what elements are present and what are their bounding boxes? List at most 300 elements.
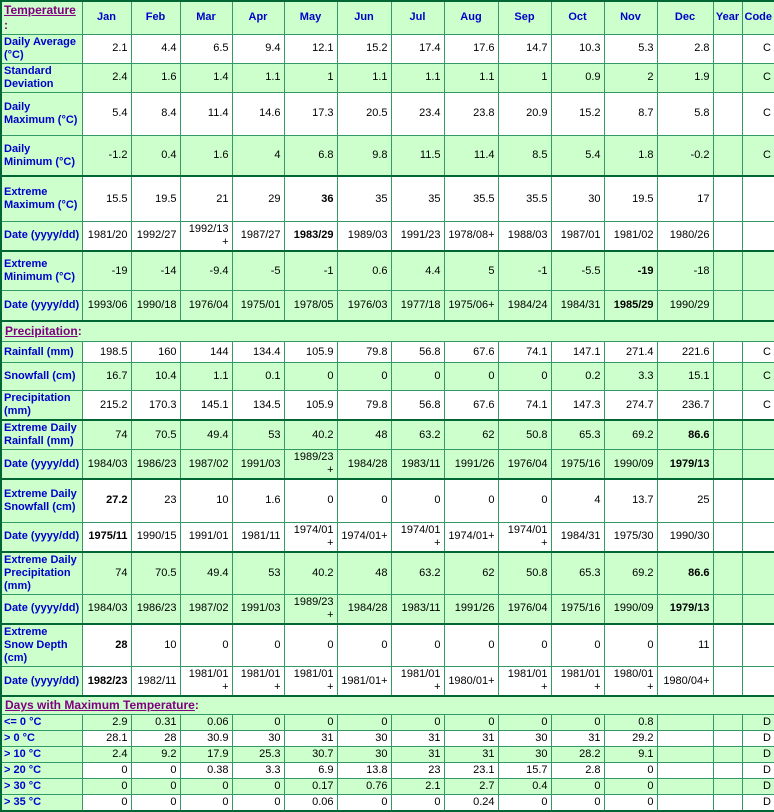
value-cell: 0 [180, 795, 232, 811]
value-cell: 14.7 [498, 34, 551, 63]
value-cell: -1.2 [82, 135, 131, 176]
year-cell [713, 63, 742, 92]
value-cell: 70.5 [131, 420, 180, 449]
table-row [1, 92, 774, 135]
year-cell [713, 291, 742, 321]
value-cell: 79.8 [337, 342, 391, 363]
value-cell: 29 [232, 176, 284, 221]
value-cell: 0 [337, 795, 391, 811]
value-cell: 1990/15 [131, 522, 180, 551]
year-cell [713, 176, 742, 221]
value-cell: 0 [604, 795, 657, 811]
value-cell: 65.3 [551, 420, 604, 449]
table-row [1, 595, 774, 624]
value-cell: 5.4 [82, 92, 131, 135]
value-cell: 50.8 [498, 420, 551, 449]
value-cell: 10.4 [131, 363, 180, 391]
value-cell: 1981/01+ [391, 667, 444, 696]
value-cell: 1974/01+ [391, 522, 444, 551]
value-cell: 28 [82, 624, 131, 667]
value-cell: -19 [604, 251, 657, 291]
temperature-section-link[interactable]: Temperature [4, 3, 76, 17]
table-row [1, 34, 774, 63]
value-cell: 2.1 [391, 779, 444, 795]
value-cell: 10 [180, 479, 232, 522]
value-cell: 67.6 [444, 391, 498, 420]
value-cell: 1989/23+ [284, 450, 337, 479]
value-cell: 2 [604, 63, 657, 92]
value-cell: 160 [131, 342, 180, 363]
value-cell: 28.1 [82, 731, 131, 747]
column-header-jun: Jun [337, 1, 391, 34]
value-cell: 2.4 [82, 63, 131, 92]
value-cell: 0 [604, 779, 657, 795]
value-cell: -1 [284, 251, 337, 291]
value-cell: 28 [131, 731, 180, 747]
value-cell [657, 795, 713, 811]
value-cell: 62 [444, 552, 498, 595]
row-label: > 30 °C [1, 779, 82, 795]
value-cell: 0 [391, 363, 444, 391]
value-cell: 86.6 [657, 552, 713, 595]
value-cell: 0.9 [551, 63, 604, 92]
code-cell: C [742, 63, 774, 92]
value-cell: 0 [82, 763, 131, 779]
value-cell: 40.2 [284, 552, 337, 595]
year-cell [713, 747, 742, 763]
value-cell: 236.7 [657, 391, 713, 420]
value-cell: 1975/11 [82, 522, 131, 551]
value-cell [657, 715, 713, 731]
value-cell: 0 [131, 779, 180, 795]
code-cell [742, 624, 774, 667]
value-cell: 15.2 [337, 34, 391, 63]
row-label: Rainfall (mm) [1, 342, 82, 363]
value-cell: 31 [391, 731, 444, 747]
value-cell: 10 [131, 624, 180, 667]
value-cell: 1992/27 [131, 221, 180, 250]
value-cell: 1981/11 [232, 522, 284, 551]
value-cell: 31 [551, 731, 604, 747]
value-cell: 23.4 [391, 92, 444, 135]
value-cell: 0 [284, 363, 337, 391]
value-cell: 1975/16 [551, 450, 604, 479]
value-cell: 0 [131, 763, 180, 779]
value-cell: 1983/29 [284, 221, 337, 250]
value-cell: 74.1 [498, 391, 551, 420]
value-cell: 8.7 [604, 92, 657, 135]
value-cell: 221.6 [657, 342, 713, 363]
value-cell: 8.4 [131, 92, 180, 135]
value-cell: 5.3 [604, 34, 657, 63]
row-label: Extreme Snow Depth (cm) [1, 624, 82, 667]
value-cell: 14.6 [232, 92, 284, 135]
value-cell: 1980/01+ [604, 667, 657, 696]
value-cell: 1981/02 [604, 221, 657, 250]
value-cell: 1984/03 [82, 450, 131, 479]
column-header-year: Year [713, 1, 742, 34]
value-cell: 49.4 [180, 420, 232, 449]
column-header-aug: Aug [444, 1, 498, 34]
value-cell: -18 [657, 251, 713, 291]
value-cell: 1977/18 [391, 291, 444, 321]
value-cell: 0 [337, 715, 391, 731]
value-cell: 53 [232, 420, 284, 449]
year-cell [713, 522, 742, 551]
value-cell: 1976/03 [337, 291, 391, 321]
value-cell: 0 [391, 624, 444, 667]
table-row [1, 176, 774, 221]
value-cell: 0 [391, 795, 444, 811]
value-cell: 147.1 [551, 342, 604, 363]
code-cell: C [742, 92, 774, 135]
value-cell: 1984/31 [551, 291, 604, 321]
value-cell: 2.9 [82, 715, 131, 731]
table-row [1, 624, 774, 667]
row-label: Precipitation (mm) [1, 391, 82, 420]
row-label: > 20 °C [1, 763, 82, 779]
value-cell: 1981/01+ [551, 667, 604, 696]
value-cell: 0 [232, 779, 284, 795]
value-cell: 48 [337, 552, 391, 595]
temperature-section-header-cell [1, 1, 82, 34]
value-cell: 63.2 [391, 552, 444, 595]
value-cell: 170.3 [131, 391, 180, 420]
code-cell: D [742, 731, 774, 747]
value-cell: 1992/13+ [180, 221, 232, 250]
value-cell: -19 [82, 251, 131, 291]
section-title-colon: : [4, 17, 8, 32]
value-cell: 2.7 [444, 779, 498, 795]
column-header-code: Code [742, 1, 774, 34]
row-label: Extreme Maximum (°C) [1, 176, 82, 221]
value-cell: 0 [498, 795, 551, 811]
value-cell: 5.8 [657, 92, 713, 135]
value-cell: 0 [498, 363, 551, 391]
value-cell: 1984/28 [337, 595, 391, 624]
value-cell: 0 [391, 479, 444, 522]
value-cell: 23 [391, 763, 444, 779]
value-cell: 16.7 [82, 363, 131, 391]
value-cell: 50.8 [498, 552, 551, 595]
value-cell: 0 [604, 763, 657, 779]
table-row [1, 63, 774, 92]
row-label: Date (yyyy/dd) [1, 221, 82, 250]
value-cell: 0 [551, 624, 604, 667]
column-header-may: May [284, 1, 337, 34]
value-cell: 35 [391, 176, 444, 221]
row-label: Date (yyyy/dd) [1, 522, 82, 551]
value-cell: 1987/02 [180, 595, 232, 624]
row-label: Extreme Daily Rainfall (mm) [1, 420, 82, 449]
table-row [1, 135, 774, 176]
year-cell [713, 34, 742, 63]
value-cell: 1986/23 [131, 595, 180, 624]
year-cell [713, 479, 742, 522]
value-cell: 9.8 [337, 135, 391, 176]
value-cell: -5.5 [551, 251, 604, 291]
table-row [1, 342, 774, 363]
value-cell: 0.4 [498, 779, 551, 795]
value-cell: 19.5 [604, 176, 657, 221]
value-cell: 1986/23 [131, 450, 180, 479]
value-cell: 25.3 [232, 747, 284, 763]
value-cell: 12.1 [284, 34, 337, 63]
value-cell: 9.1 [604, 747, 657, 763]
days-with-maximum-temperature-section-link[interactable]: Days with Maximum Temperature [5, 698, 195, 713]
table-row [1, 363, 774, 391]
value-cell: 1976/04 [498, 450, 551, 479]
value-cell: 1989/23+ [284, 595, 337, 624]
value-cell: 1991/26 [444, 450, 498, 479]
value-cell: 29.2 [604, 731, 657, 747]
value-cell: 1976/04 [498, 595, 551, 624]
value-cell: 0 [337, 624, 391, 667]
code-cell [742, 420, 774, 449]
section-header-cell [1, 321, 774, 342]
value-cell: 31 [444, 731, 498, 747]
table-row [1, 552, 774, 595]
value-cell: 1975/01 [232, 291, 284, 321]
code-cell: C [742, 391, 774, 420]
code-cell [742, 450, 774, 479]
year-cell [713, 763, 742, 779]
column-header-apr: Apr [232, 1, 284, 34]
value-cell: 13.8 [337, 763, 391, 779]
value-cell: 15.1 [657, 363, 713, 391]
code-cell [742, 221, 774, 250]
value-cell: 1988/03 [498, 221, 551, 250]
value-cell: 36 [284, 176, 337, 221]
value-cell: 1.1 [391, 63, 444, 92]
value-cell: 1974/01+ [498, 522, 551, 551]
value-cell: 17.6 [444, 34, 498, 63]
value-cell: 274.7 [604, 391, 657, 420]
value-cell: 8.5 [498, 135, 551, 176]
value-cell: 4.4 [131, 34, 180, 63]
row-label: Standard Deviation [1, 63, 82, 92]
value-cell: 0.24 [444, 795, 498, 811]
value-cell: 65.3 [551, 552, 604, 595]
table-row [1, 763, 774, 779]
value-cell: 69.2 [604, 420, 657, 449]
table-row [1, 479, 774, 522]
code-cell: D [742, 779, 774, 795]
value-cell: 1980/04+ [657, 667, 713, 696]
value-cell: 0 [232, 624, 284, 667]
value-cell: 271.4 [604, 342, 657, 363]
value-cell: 145.1 [180, 391, 232, 420]
value-cell: -1 [498, 251, 551, 291]
value-cell: 56.8 [391, 342, 444, 363]
value-cell: 17.9 [180, 747, 232, 763]
value-cell: 1990/18 [131, 291, 180, 321]
value-cell: 23.8 [444, 92, 498, 135]
year-cell [713, 251, 742, 291]
value-cell: 1990/29 [657, 291, 713, 321]
section-header-row [1, 696, 774, 714]
value-cell: 11.5 [391, 135, 444, 176]
year-cell [713, 221, 742, 250]
value-cell: 35.5 [444, 176, 498, 221]
value-cell: 0.06 [180, 715, 232, 731]
value-cell: 48 [337, 420, 391, 449]
code-cell [742, 291, 774, 321]
table-row [1, 715, 774, 731]
code-cell [742, 522, 774, 551]
value-cell: 6.5 [180, 34, 232, 63]
row-label: Date (yyyy/dd) [1, 291, 82, 321]
table-row [1, 522, 774, 551]
code-cell [742, 176, 774, 221]
value-cell: 1985/29 [604, 291, 657, 321]
value-cell: 0 [604, 624, 657, 667]
value-cell: 1993/06 [82, 291, 131, 321]
value-cell: 17.4 [391, 34, 444, 63]
value-cell: 79.8 [337, 391, 391, 420]
value-cell: 70.5 [131, 552, 180, 595]
value-cell: 0.17 [284, 779, 337, 795]
value-cell: 1980/01+ [444, 667, 498, 696]
value-cell [657, 747, 713, 763]
value-cell: 1984/28 [337, 450, 391, 479]
code-cell [742, 479, 774, 522]
code-cell: C [742, 342, 774, 363]
value-cell: 1975/16 [551, 595, 604, 624]
value-cell: 0 [82, 779, 131, 795]
code-cell: C [742, 135, 774, 176]
code-cell: D [742, 795, 774, 811]
value-cell: 1982/23 [82, 667, 131, 696]
table-body [1, 1, 774, 811]
row-label: > 10 °C [1, 747, 82, 763]
value-cell: 30 [498, 731, 551, 747]
year-cell [713, 779, 742, 795]
value-cell: 1991/23 [391, 221, 444, 250]
value-cell: 0 [232, 715, 284, 731]
value-cell: 1981/01+ [337, 667, 391, 696]
value-cell: 11.4 [180, 92, 232, 135]
value-cell: 67.6 [444, 342, 498, 363]
value-cell: 144 [180, 342, 232, 363]
row-label: Daily Average (°C) [1, 34, 82, 63]
value-cell: 0.8 [604, 715, 657, 731]
value-cell: 27.2 [82, 479, 131, 522]
value-cell: 4.4 [391, 251, 444, 291]
value-cell: -0.2 [657, 135, 713, 176]
value-cell: 2.1 [82, 34, 131, 63]
value-cell: 1 [498, 63, 551, 92]
value-cell: 1983/11 [391, 595, 444, 624]
value-cell: 17 [657, 176, 713, 221]
value-cell: 30 [337, 747, 391, 763]
value-cell: 1974/01+ [337, 522, 391, 551]
value-cell: 15.5 [82, 176, 131, 221]
table-row [1, 450, 774, 479]
value-cell: 30.9 [180, 731, 232, 747]
value-cell: 1 [284, 63, 337, 92]
table-row [1, 391, 774, 420]
value-cell: 30 [337, 731, 391, 747]
year-cell [713, 731, 742, 747]
value-cell: 1990/09 [604, 450, 657, 479]
value-cell: 0 [284, 624, 337, 667]
precipitation-section-link[interactable]: Precipitation [5, 324, 78, 339]
value-cell: 2.4 [82, 747, 131, 763]
value-cell: 69.2 [604, 552, 657, 595]
row-label: Extreme Daily Precipitation (mm) [1, 552, 82, 595]
column-header-sep: Sep [498, 1, 551, 34]
section-header-cell [1, 696, 774, 714]
year-cell [713, 92, 742, 135]
value-cell: 30 [551, 176, 604, 221]
value-cell: -14 [131, 251, 180, 291]
year-cell [713, 715, 742, 731]
value-cell: 0 [498, 715, 551, 731]
value-cell: 0 [551, 715, 604, 731]
value-cell: 1987/01 [551, 221, 604, 250]
value-cell: 56.8 [391, 391, 444, 420]
row-label: <= 0 °C [1, 715, 82, 731]
value-cell: 0 [284, 715, 337, 731]
table-row [1, 420, 774, 449]
value-cell: 9.2 [131, 747, 180, 763]
value-cell: 9.4 [232, 34, 284, 63]
value-cell: 31 [391, 747, 444, 763]
value-cell: 0 [180, 779, 232, 795]
value-cell: 0 [82, 795, 131, 811]
value-cell: 0.31 [131, 715, 180, 731]
year-cell [713, 135, 742, 176]
table-row [1, 795, 774, 811]
value-cell: 74.1 [498, 342, 551, 363]
value-cell: 11 [657, 624, 713, 667]
value-cell: 1991/03 [232, 595, 284, 624]
value-cell: 1974/01+ [284, 522, 337, 551]
year-cell [713, 450, 742, 479]
value-cell: 74 [82, 420, 131, 449]
value-cell: 1.9 [657, 63, 713, 92]
value-cell: 17.3 [284, 92, 337, 135]
value-cell: 1981/01+ [284, 667, 337, 696]
year-cell [713, 391, 742, 420]
year-cell [713, 363, 742, 391]
value-cell: 0 [337, 479, 391, 522]
value-cell: 1974/01+ [444, 522, 498, 551]
column-header-oct: Oct [551, 1, 604, 34]
value-cell: 0 [444, 715, 498, 731]
value-cell: -5 [232, 251, 284, 291]
value-cell: 53 [232, 552, 284, 595]
value-cell: 31 [444, 747, 498, 763]
value-cell: 19.5 [131, 176, 180, 221]
value-cell: 3.3 [232, 763, 284, 779]
value-cell: 1987/27 [232, 221, 284, 250]
value-cell: 2.8 [551, 763, 604, 779]
value-cell: 49.4 [180, 552, 232, 595]
value-cell: 1.6 [232, 479, 284, 522]
value-cell: 1981/01+ [232, 667, 284, 696]
code-cell [742, 552, 774, 595]
value-cell: 1.1 [444, 63, 498, 92]
code-cell: C [742, 363, 774, 391]
year-cell [713, 624, 742, 667]
row-label: Date (yyyy/dd) [1, 450, 82, 479]
value-cell: 1980/26 [657, 221, 713, 250]
value-cell: 0.06 [284, 795, 337, 811]
value-cell: 1.6 [180, 135, 232, 176]
value-cell: 0.38 [180, 763, 232, 779]
